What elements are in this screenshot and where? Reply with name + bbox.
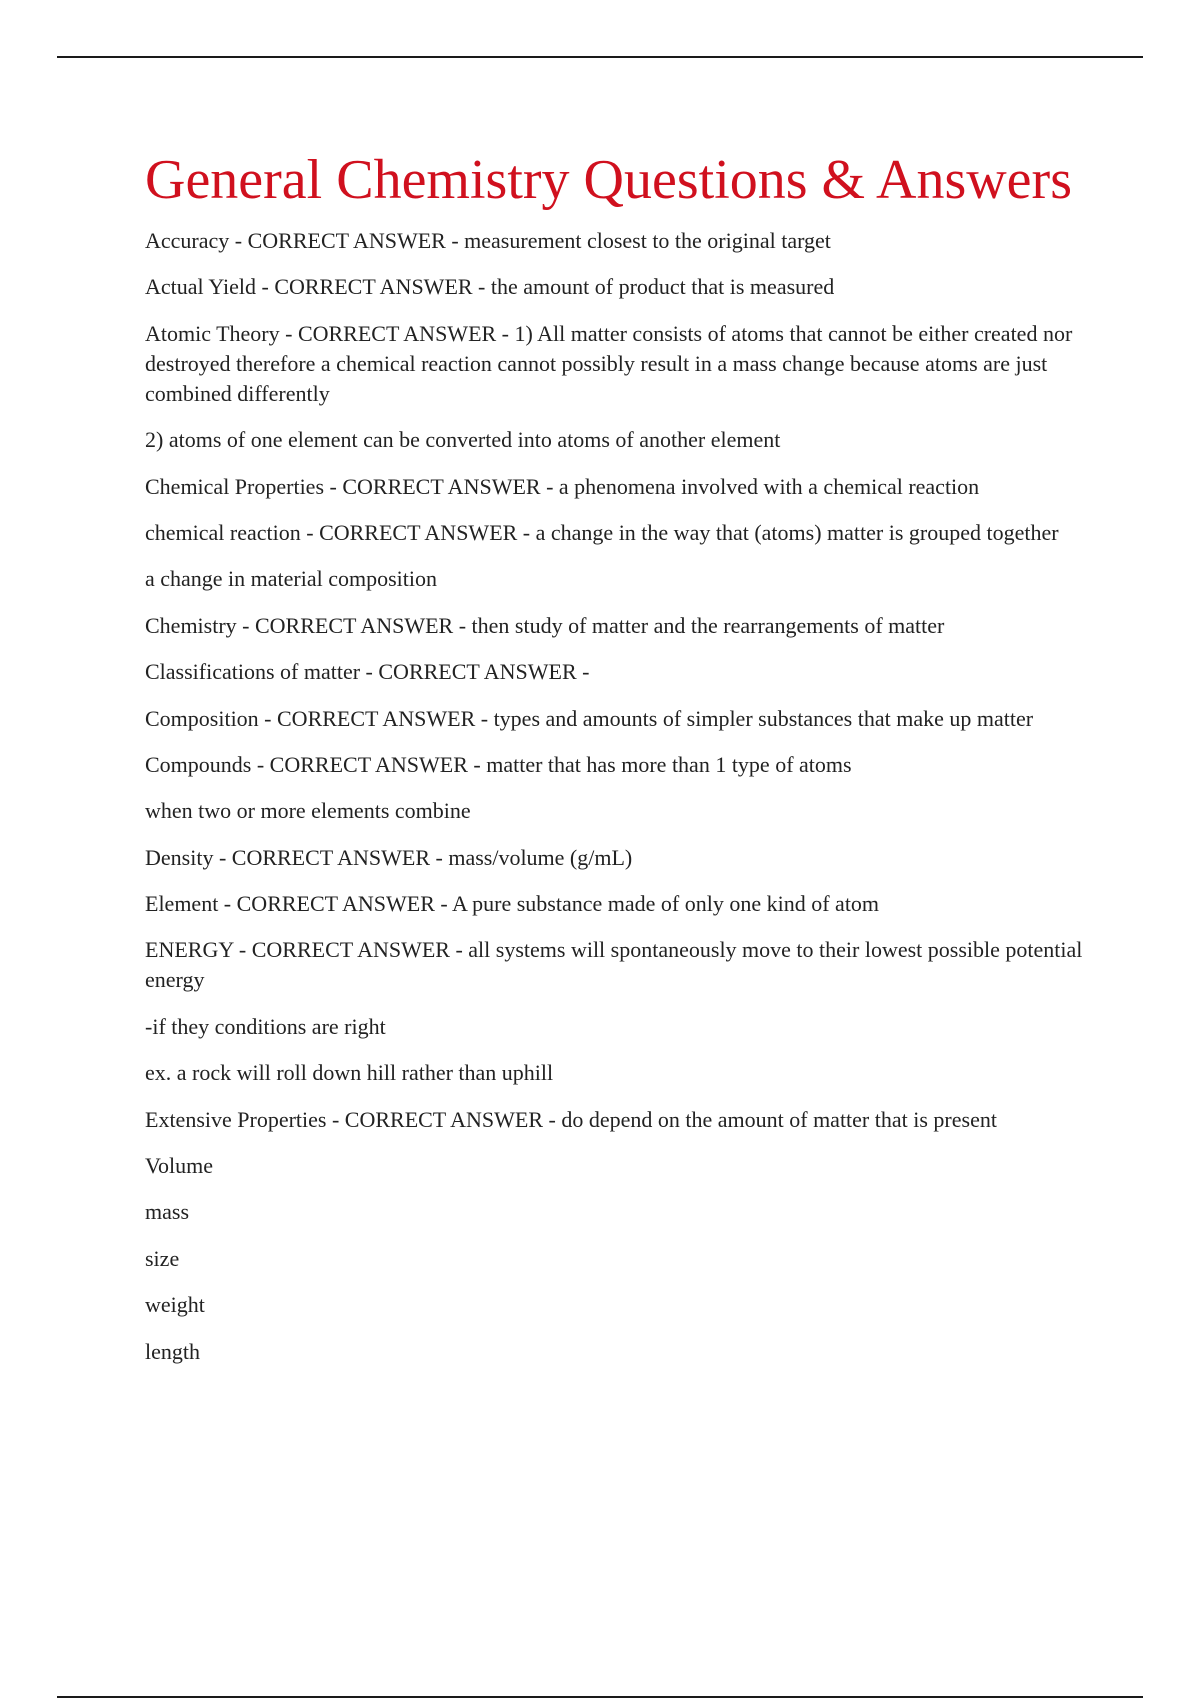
footer-rule [57,1696,1143,1698]
paragraph: ENERGY - CORRECT ANSWER - all systems will spontaneously move to their lowest possible potential energy [145,937,1083,993]
paragraph: -if they conditions are right [145,1013,386,1039]
paragraph: Compounds - CORRECT ANSWER - matter that has more than 1 type of atoms [145,751,852,777]
paragraph: Accuracy - CORRECT ANSWER - measurement closest to the original target [145,228,831,253]
paragraph: Density - CORRECT ANSWER - mass/volume (g/mL) [145,844,633,870]
paragraph: Atomic Theory - CORRECT ANSWER - 1) All matter consists of atoms that cannot be either created nor destroyed therefore a chemical reaction cannot possibly result in a mass change because atoms are just combined differently [145,320,1073,406]
paragraph: chemical reaction - CORRECT ANSWER - a change in the way that (atoms) matter is grouped together [145,519,1059,545]
paragraph: Classifications of matter - CORRECT ANSWER - [145,659,590,685]
paragraph: a change in material composition [145,566,438,592]
paragraph: Element - CORRECT ANSWER - A pure substance made of only one kind of atom [145,891,880,917]
paragraph: weight [145,1292,205,1318]
paragraph: ex. a rock will roll down hill rather than uphill [145,1060,554,1086]
paragraph: size [145,1245,180,1271]
paragraph: when two or more elements combine [145,798,471,824]
paragraph: length [145,1338,200,1364]
document-title: General Chemistry Questions & Answers [145,149,1072,211]
paragraph: Chemistry - CORRECT ANSWER - then study of matter and the rearrangements of matter [145,612,945,638]
paragraph: Extensive Properties - CORRECT ANSWER - do depend on the amount of matter that is present [145,1106,997,1132]
paragraph: Chemical Properties - CORRECT ANSWER - a phenomena involved with a chemical reaction [145,473,980,499]
paragraph: mass [145,1199,189,1225]
header-rule [57,56,1143,58]
paragraph: Volume [145,1153,214,1179]
document-body [145,148,1095,1383]
paragraph: Actual Yield - CORRECT ANSWER - the amount of product that is measured [145,274,835,300]
paragraph: Composition - CORRECT ANSWER - types and amounts of simpler substances that make up matter [145,705,1034,731]
paragraph: 2) atoms of one element can be converted into atoms of another element [145,427,781,453]
